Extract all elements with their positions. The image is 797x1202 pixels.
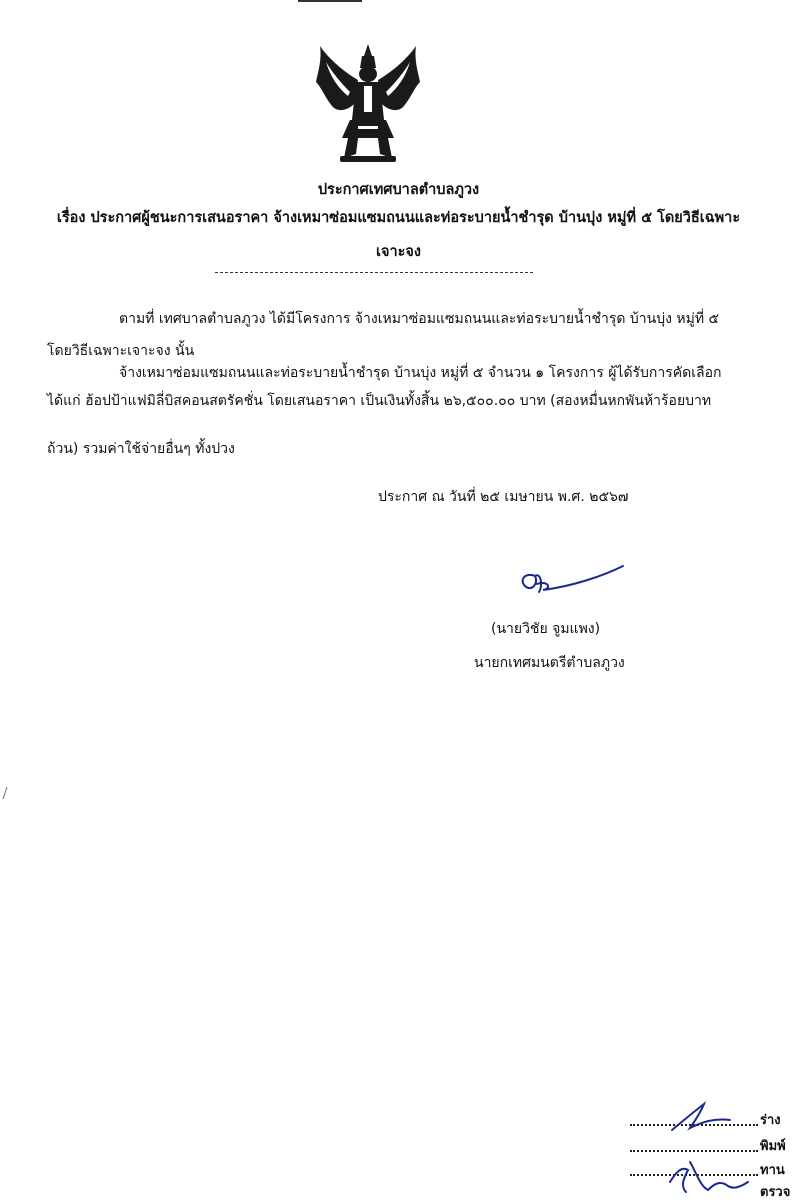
- paragraph-1-line-2: โดยวิธีเฉพาะเจาะจง นั้น: [47, 343, 195, 359]
- routing-initials: [630, 1100, 797, 1200]
- garuda-emblem: [314, 42, 422, 164]
- document-title: ประกาศเทศบาลตำบลภูวง: [317, 182, 480, 198]
- paragraph-2-line-2: ได้แก่ ฮ้อปป้าแฟมิลี่บิสคอนสตรัคชั่น โดยเสนอราคา เป็นเงินทั้งสิ้น ๒๖,๕๐๐.๐๐ บาท (สองหมื่นหกพันห้าร้อยบาท: [47, 393, 712, 409]
- subject-line-2: เจาะจง: [376, 244, 421, 260]
- routing-label-check: ตรวจ: [760, 1185, 791, 1200]
- paragraph-2-line-1: จ้างเหมาซ่อมแซมถนนและท่อระบายน้ำชำรุด บ้านบุ่ง หมู่ที่ ๕ จำนวน ๑ โครงการ ผู้ได้รับการคัดเลือก: [119, 365, 722, 381]
- signatory-position: นายกเทศมนตรีตำบลภูวง: [474, 655, 625, 671]
- paragraph-1-line-1: ตามที่ เทศบาลตำบลภูวง ได้มีโครงการ จ้างเหมาซ่อมแซมถนนและท่อระบายน้ำชำรุด บ้านบุ่ง หมู่ที่ ๕: [119, 311, 720, 327]
- announcement-date: ประกาศ ณ วันที่ ๒๕ เมษายน พ.ศ. ๒๕๖๗: [378, 489, 629, 505]
- signatory-name: (นายวิชัย จูมแพง): [491, 621, 601, 637]
- routing-block: [630, 1100, 797, 1200]
- paragraph-2-line-3: ถ้วน) รวมค่าใช้จ่ายอื่นๆ ทั้งปวง: [47, 441, 235, 457]
- routing-label-review: ทาน: [760, 1163, 785, 1178]
- header-divider: [215, 272, 533, 273]
- signature: [513, 562, 625, 598]
- routing-label-print: พิมพ์: [760, 1139, 786, 1154]
- top-edge-mark: [298, 0, 362, 2]
- subject-line-1: เรื่อง ประกาศผู้ชนะการเสนอราคา จ้างเหมาซ่อมแซมถนนและท่อระบายน้ำชำรุด บ้านบุ่ง หมู่ที่ ๕ โดยวิธีเฉพาะ: [56, 210, 741, 226]
- routing-label-draft: ร่าง: [760, 1113, 781, 1128]
- stray-mark: [2, 786, 8, 800]
